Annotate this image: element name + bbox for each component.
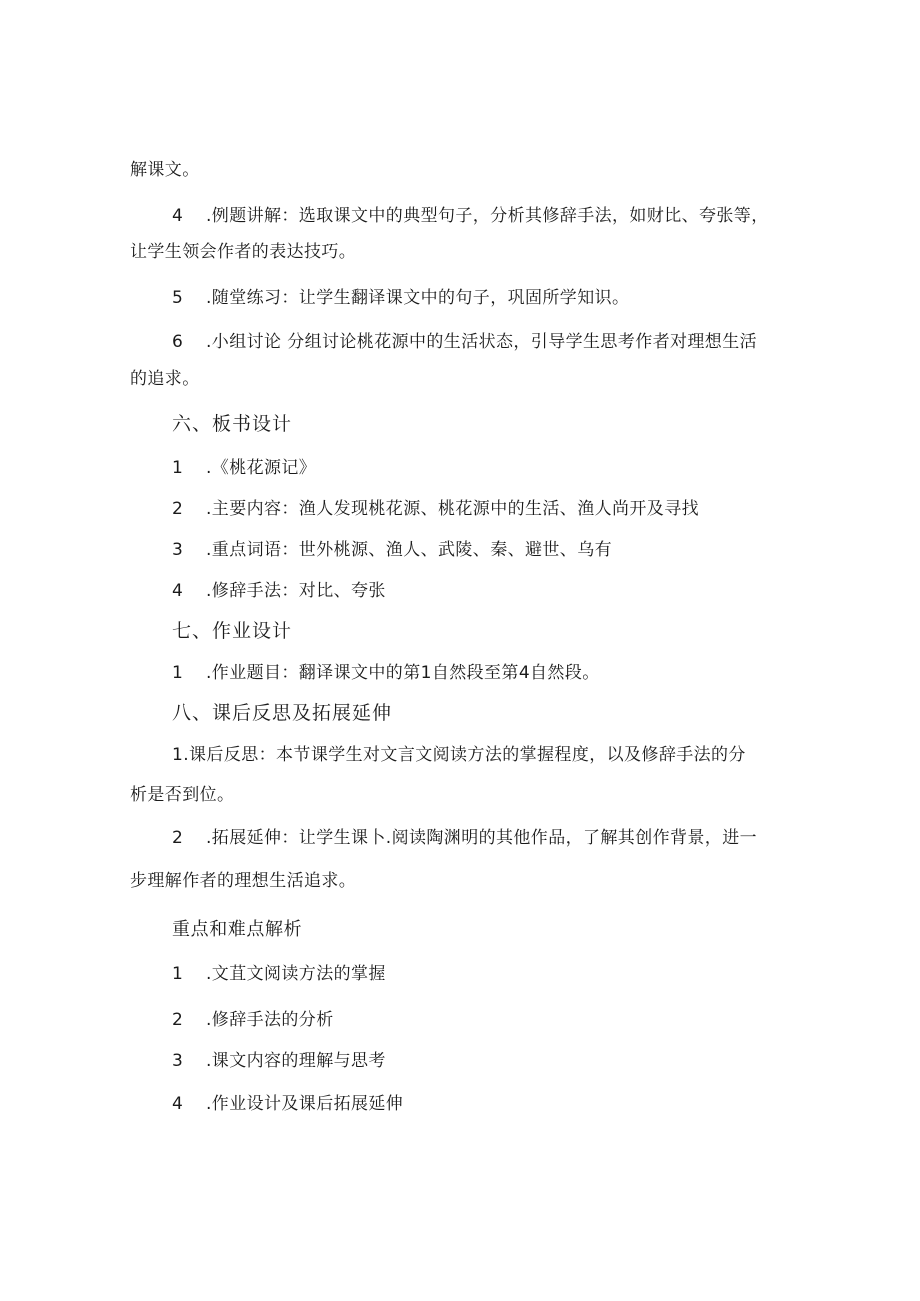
list-item — [172, 538, 612, 562]
item-text: .例题讲解：选取课文中的典型句子，分析其修辞手法，如财比、夸张等， — [206, 206, 769, 226]
item-text: .重点词语：世外桃源、渔人、武陵、秦、避世、乌有 — [206, 540, 613, 560]
item-text: .随堂练习：让学生翻译课文中的句子，巩固所学知识。 — [206, 288, 630, 308]
list-item — [172, 330, 757, 354]
line-text: 的追求。 — [130, 369, 200, 389]
item-text: .作业题目：翻译课文中的第1自然段至第4自然段。 — [206, 663, 600, 683]
item-number: 4 — [172, 206, 184, 226]
section-heading: 重点和难点解析 — [172, 919, 303, 940]
list-item — [172, 579, 386, 603]
item-number: 5 — [172, 288, 184, 308]
line-text: 解课文。 — [130, 160, 200, 180]
item-number: 6 — [172, 332, 184, 352]
list-item — [172, 1008, 334, 1032]
list-item — [172, 1049, 386, 1073]
item-number: 2 — [172, 1010, 184, 1030]
item-number: 1 — [172, 663, 184, 683]
item-text: .《桃花源记》 — [206, 458, 317, 478]
item-number: 2 — [172, 828, 184, 848]
item-text: .课文内容的理解与思考 — [206, 1051, 386, 1071]
list-item — [172, 1092, 403, 1116]
paragraph-line — [130, 240, 356, 264]
paragraph-line — [172, 743, 746, 767]
paragraph-line — [130, 158, 200, 182]
paragraph-line — [130, 869, 356, 893]
item-text: .作业设计及课后拓展延伸 — [206, 1094, 404, 1114]
item-text: .修辞手法：对比、夸张 — [206, 581, 386, 601]
section-heading: 八、课后反思及拓展延伸 — [172, 702, 393, 724]
line-text: 让学生领会作者的表达技巧。 — [130, 242, 357, 262]
paragraph-line — [130, 367, 200, 391]
line-text: 析是否到位。 — [130, 785, 235, 805]
list-item — [172, 204, 769, 228]
item-number: 1 — [172, 458, 184, 478]
list-item — [172, 962, 386, 986]
list-item — [172, 826, 757, 850]
item-text: .修辞手法的分析 — [206, 1010, 334, 1030]
item-text: .主要内容：渔人发现桃花源、桃花源中的生活、渔人尚开及寻找 — [206, 499, 700, 519]
item-number: 3 — [172, 540, 184, 560]
item-number: 4 — [172, 1094, 184, 1114]
line-text: 步理解作者的理想生活追求。 — [130, 871, 357, 891]
list-item — [172, 497, 699, 521]
item-number: 1 — [172, 964, 184, 984]
section-heading: 七、作业设计 — [172, 620, 293, 642]
line-text: 1.课后反思：本节课学生对文言文阅读方法的掌握程度，以及修辞手法的分 — [172, 745, 746, 765]
list-item — [172, 286, 629, 310]
item-number: 3 — [172, 1051, 184, 1071]
list-item — [172, 456, 316, 480]
list-item — [172, 661, 600, 685]
section-heading: 六、板书设计 — [172, 413, 293, 435]
item-number: 2 — [172, 499, 184, 519]
item-text: .拓展延伸：让学生课卜.阅读陶渊明的其他作品，了解其创作背景，进一 — [206, 828, 758, 848]
item-number: 4 — [172, 581, 184, 601]
item-text: .文苴文阅读方法的掌握 — [206, 964, 386, 984]
paragraph-line — [130, 783, 234, 807]
item-text: .小组讨论 分组讨论桃花源中的生活状态，引导学生思考作者对理想生活 — [206, 332, 758, 352]
